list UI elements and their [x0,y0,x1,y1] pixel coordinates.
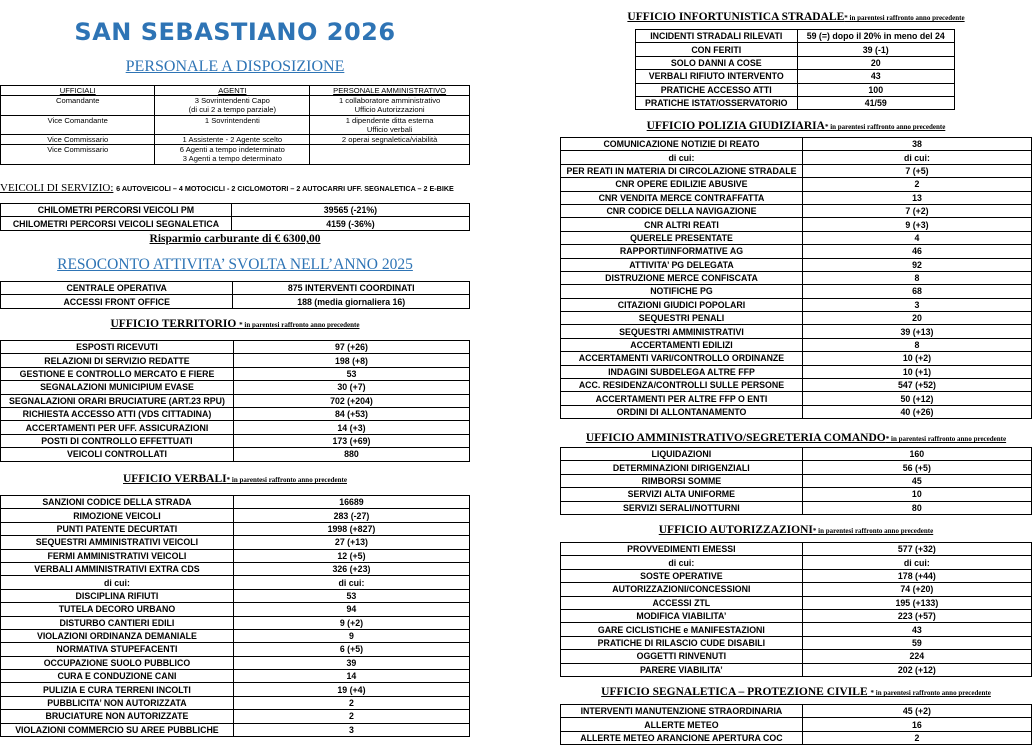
table-row [561,556,1032,569]
personnel-cell [1,154,155,164]
row-label: RELAZIONI DI SERVIZIO REDATTE [1,354,234,367]
row-value: 880 [233,448,469,461]
personnel-cell [310,154,470,164]
row-label: INDAGINI SUBDELEGA ALTRE FFP [561,365,803,378]
page-title: SAN SEBASTIANO 2026 [74,18,396,46]
row-label: RIMBORSI SOMME [561,474,803,487]
verbali-table [0,495,470,737]
personnel-cell: Ufficio verbali [310,125,470,135]
row-value: 97 (+26) [233,341,469,354]
table-row [1,367,470,380]
table-row [561,448,1032,461]
row-value: 59 [802,636,1031,649]
table-row [1,683,470,696]
row-value: 13 [802,191,1031,204]
personnel-row [1,86,470,96]
row-value: 43 [797,70,955,83]
table-row [1,549,470,562]
table-row [1,656,470,669]
table-row [561,583,1032,596]
row-value: 12 (+5) [233,549,469,562]
row-label: di cui: [561,556,803,569]
table-row [561,569,1032,582]
operations-table [0,281,470,309]
infortunistica-table [635,29,955,110]
row-label: ACCERTAMENTI EDILIZI [561,338,803,351]
row-label: SEQUESTRI AMMINISTRATIVI VEICOLI [1,536,234,549]
personnel-cell: 6 Agenti a tempo indeterminato [155,145,310,155]
table-row [1,723,470,736]
table-row [1,217,470,230]
row-label: SEGNALAZIONI ORARI BRUCIATURE (ART.23 RPU) [1,394,234,407]
table-row [1,576,470,589]
row-label: SERVIZI SERALI/NOTTURNI [561,501,803,514]
personnel-cell: PERSONALE AMMINISTRATIVO [310,86,470,96]
table-row [561,705,1032,718]
row-label: PRATICHE ACCESSO ATTI [636,83,798,96]
personnel-subtitle: PERSONALE A DISPOSIZIONE [125,58,345,75]
table-row [561,379,1032,392]
row-label: CNR OPERE EDILIZIE ABUSIVE [561,178,803,191]
table-row [561,663,1032,676]
row-label: SANZIONI CODICE DELLA STRADA [1,496,234,509]
row-label: GARE CICLISTICHE e MANIFESTAZIONI [561,623,803,636]
table-row [1,603,470,616]
row-value: 9 (+3) [802,218,1031,231]
segnaletica-table [560,704,1032,745]
row-value: 178 (+44) [802,569,1031,582]
amministrativo-table [560,447,1032,515]
row-label: di cui: [561,151,803,164]
row-label: PROVVEDIMENTI EMESSI [561,543,803,556]
row-value: 2 [802,178,1031,191]
table-row [1,589,470,602]
personnel-row [1,105,470,115]
row-value: 30 (+7) [233,381,469,394]
table-row [561,312,1032,325]
table-row [561,178,1032,191]
row-label: SERVIZI ALTA UNIFORME [561,488,803,501]
row-value: 577 (+32) [802,543,1031,556]
row-value: 1998 (+827) [233,522,469,535]
row-label: SOLO DANNI A COSE [636,56,798,69]
row-label: PULIZIA E CURA TERRENI INCOLTI [1,683,234,696]
table-row [561,138,1032,151]
personnel-cell: 1 dipendente ditta esterna [310,115,470,125]
row-label: SEQUESTRI AMMINISTRATIVI [561,325,803,338]
amministrativo-title: UFFICIO AMMINISTRATIVO/SEGRETERIA COMANDO* in parentesi raffronto anno precedente [585,432,1007,444]
row-value: 39565 (-21%) [231,204,469,217]
row-value: 94 [233,603,469,616]
row-value: 202 (+12) [802,663,1031,676]
row-value: 702 (+204) [233,394,469,407]
personnel-cell: 3 Sovrintendenti Capo [155,96,310,106]
fuel-saving: Risparmio carburante di € 6300,00 [149,233,321,245]
row-value: 195 (+133) [802,596,1031,609]
row-label: CENTRALE OPERATIVA [1,282,233,295]
table-row [561,392,1032,405]
row-label: INTERVENTI MANUTENZIONE STRAORDINARIA [561,705,803,718]
row-value: 100 [797,83,955,96]
table-row [1,295,470,308]
row-value: 41/59 [797,96,955,109]
table-row [1,341,470,354]
table-row [561,231,1032,244]
table-row [1,710,470,723]
row-label: CHILOMETRI PERCORSI VEICOLI PM [1,204,232,217]
row-label: COMUNICAZIONE NOTIZIE DI REATO [561,138,803,151]
row-label: POSTI DI CONTROLLO EFFETTUATI [1,434,234,447]
row-label: DISCIPLINA RIFIUTI [1,589,234,602]
row-value: 68 [802,285,1031,298]
table-row [561,543,1032,556]
row-value: 326 (+23) [233,562,469,575]
row-label: OCCUPAZIONE SUOLO PUBBLICO [1,656,234,669]
table-row [1,496,470,509]
row-value: 50 (+12) [802,392,1031,405]
row-value: 7 (+2) [802,204,1031,217]
row-label: FERMI AMMINISTRATIVI VEICOLI [1,549,234,562]
personnel-cell [1,125,155,135]
personnel-cell: 2 operai segnaletica/viabilità [310,135,470,145]
territorio-table [0,340,470,462]
row-value: 7 (+5) [802,164,1031,177]
row-label: PER REATI IN MATERIA DI CIRCOLAZIONE STRADALE [561,164,803,177]
row-value: di cui: [233,576,469,589]
personnel-cell: Ufficio Autorizzazioni [310,105,470,115]
row-value: 2 [802,731,1031,744]
table-row [1,448,470,461]
row-value: 9 (+2) [233,616,469,629]
table-row [636,83,955,96]
row-label: ACCERTAMENTI PER ALTRE FFP O ENTI [561,392,803,405]
table-row [561,298,1032,311]
row-label: ALLERTE METEO ARANCIONE APERTURA COC [561,731,803,744]
row-label: DETERMINAZIONI DIRIGENZIALI [561,461,803,474]
personnel-cell: 3 Agenti a tempo determinato [155,154,310,164]
row-value: 20 [797,56,955,69]
table-row [1,509,470,522]
row-label: CNR VENDITA MERCE CONTRAFFATTA [561,191,803,204]
table-row [561,488,1032,501]
row-value: 10 [802,488,1031,501]
row-label: CURA E CONDUZIONE CANI [1,670,234,683]
row-value: 9 [233,629,469,642]
row-label: SEGNALAZIONI MUNICIPIUM EVASE [1,381,234,394]
pg-title: UFFICIO POLIZIA GIUDIZIARIA* in parentesi raffronto anno precedente [646,120,946,132]
table-row [1,407,470,420]
personnel-row [1,145,470,155]
row-label: DISTURBO CANTIERI EDILI [1,616,234,629]
table-row [636,43,955,56]
table-row [561,365,1032,378]
row-value: 2 [233,710,469,723]
table-row [1,434,470,447]
row-value: 3 [233,723,469,736]
personnel-cell: Vice Comandante [1,115,155,125]
row-label: ACC. RESIDENZA/CONTROLLI SULLE PERSONE [561,379,803,392]
personnel-row [1,135,470,145]
vehicles-list: 6 AUTOVEICOLI – 4 MOTOCICLI - 2 CICLOMOTORI – 2 AUTOCARRI UFF. SEGNALETICA – 2 E-BIKE [116,184,454,193]
personnel-table [0,85,470,165]
table-row [636,30,955,43]
row-value: 39 [233,656,469,669]
table-row [561,151,1032,164]
table-row [1,643,470,656]
row-label: NOTIFICHE PG [561,285,803,298]
row-label: MODIFICA VIABILITA’ [561,609,803,622]
pg-table [560,137,1032,419]
row-value: 45 [802,474,1031,487]
row-value: di cui: [802,556,1031,569]
row-value: 224 [802,650,1031,663]
row-value: 38 [802,138,1031,151]
row-value: 46 [802,245,1031,258]
row-value: 8 [802,338,1031,351]
row-label: TUTELA DECORO URBANO [1,603,234,616]
personnel-cell: Vice Commissario [1,135,155,145]
table-row [1,616,470,629]
row-value: 39 (-1) [797,43,955,56]
row-value: 188 (media giornaliera 16) [233,295,470,308]
personnel-row [1,115,470,125]
table-row [1,562,470,575]
report-title: RESOCONTO ATTIVITA’ SVOLTA NELL’ANNO 2025 [57,256,413,273]
row-value: 2 [233,696,469,709]
table-row [561,338,1032,351]
autorizzazioni-title: UFFICIO AUTORIZZAZIONI* in parentesi raffronto anno precedente [658,524,934,536]
table-row [1,204,470,217]
row-label: BRUCIATURE NON AUTORIZZATE [1,710,234,723]
table-row [1,421,470,434]
row-label: CON FERITI [636,43,798,56]
table-row [1,282,470,295]
row-value: 84 (+53) [233,407,469,420]
table-row [1,536,470,549]
row-label: PARERE VIABILITA’ [561,663,803,676]
row-value: 223 (+57) [802,609,1031,622]
row-value: 19 (+4) [233,683,469,696]
row-value: 80 [802,501,1031,514]
row-label: SOSTE OPERATIVE [561,569,803,582]
table-row [1,670,470,683]
row-label: RAPPORTI/INFORMATIVE AG [561,245,803,258]
table-row [1,394,470,407]
personnel-cell: UFFICIALI [1,86,155,96]
row-value: 43 [802,623,1031,636]
row-value: 39 (+13) [802,325,1031,338]
row-label: LIQUIDAZIONI [561,448,803,461]
row-label: ESPOSTI RICEVUTI [1,341,234,354]
row-value: 40 (+26) [802,405,1031,418]
table-row [1,381,470,394]
row-label: RICHIESTA ACCESSO ATTI (VDS CITTADINA) [1,407,234,420]
vehicles-line [0,182,454,194]
row-label: VIOLAZIONI ORDINANZA DEMANIALE [1,629,234,642]
row-value: 198 (+8) [233,354,469,367]
personnel-cell: 1 Sovrintendenti [155,115,310,125]
table-row [561,731,1032,744]
row-value: 53 [233,367,469,380]
row-value: 3 [802,298,1031,311]
table-row [561,285,1032,298]
infortunistica-title: UFFICIO INFORTUNISTICA STRADALE* in parentesi raffronto anno precedente [627,11,965,23]
table-row [561,474,1032,487]
row-value: 547 (+52) [802,379,1031,392]
row-label: ACCESSI FRONT OFFICE [1,295,233,308]
table-row [561,461,1032,474]
personnel-cell: (di cui 2 a tempo parziale) [155,105,310,115]
table-row [1,354,470,367]
row-label: INCIDENTI STRADALI RILEVATI [636,30,798,43]
row-label: ALLERTE METEO [561,718,803,731]
row-value: 4159 (-36%) [231,217,469,230]
personnel-row [1,96,470,106]
autorizzazioni-table [560,542,1032,677]
row-label: PRATICHE DI RILASCIO CUDE DISABILI [561,636,803,649]
row-label: ACCERTAMENTI VARI/CONTROLLO ORDINANZE [561,352,803,365]
row-value: 14 (+3) [233,421,469,434]
row-value: 56 (+5) [802,461,1031,474]
table-row [1,696,470,709]
row-value: 92 [802,258,1031,271]
row-label: DISTRUZIONE MERCE CONFISCATA [561,271,803,284]
table-row [561,164,1032,177]
table-row [561,718,1032,731]
table-row [561,405,1032,418]
table-row [561,245,1032,258]
row-label: di cui: [1,576,234,589]
table-row [1,522,470,535]
personnel-cell: Comandante [1,96,155,106]
row-value: 10 (+2) [802,352,1031,365]
table-row [561,271,1032,284]
personnel-cell [1,105,155,115]
table-row [561,352,1032,365]
row-label: RIMOZIONE VEICOLI [1,509,234,522]
row-value: 4 [802,231,1031,244]
row-label: PUNTI PATENTE DECURTATI [1,522,234,535]
row-value: 20 [802,312,1031,325]
personnel-cell: 1 collaboratore amministrativo [310,96,470,106]
row-label: ACCESSI ZTL [561,596,803,609]
row-label: VEICOLI CONTROLLATI [1,448,234,461]
personnel-cell: Vice Commissario [1,145,155,155]
row-value: 16 [802,718,1031,731]
row-value: 10 (+1) [802,365,1031,378]
row-value: 875 INTERVENTI COORDINATI [233,282,470,295]
table-row [636,70,955,83]
row-value: 45 (+2) [802,705,1031,718]
row-label: VIOLAZIONI COMMERCIO SU AREE PUBBLICHE [1,723,234,736]
table-row [636,56,955,69]
table-row [1,629,470,642]
table-row [561,325,1032,338]
table-row [561,623,1032,636]
row-value: 59 (=) dopo il 20% in meno del 24 [797,30,955,43]
row-value: 160 [802,448,1031,461]
row-value: 14 [233,670,469,683]
territorio-title: UFFICIO TERRITORIO * in parentesi raffronto anno precedente [110,318,360,330]
table-row [561,218,1032,231]
personnel-row [1,125,470,135]
row-label: CHILOMETRI PERCORSI VEICOLI SEGNALETICA [1,217,232,230]
row-value: 6 (+5) [233,643,469,656]
row-label: CNR ALTRI REATI [561,218,803,231]
row-label: ATTIVITA’ PG DELEGATA [561,258,803,271]
row-value: 74 (+20) [802,583,1031,596]
row-value: 173 (+69) [233,434,469,447]
row-value: 27 (+13) [233,536,469,549]
table-row [561,596,1032,609]
verbali-title: UFFICIO VERBALI* in parentesi raffronto anno precedente [123,473,347,485]
row-label: ORDINI DI ALLONTANAMENTO [561,405,803,418]
row-label: OGGETTI RINVENUTI [561,650,803,663]
table-row [561,501,1032,514]
row-label: NORMATIVA STUPEFACENTI [1,643,234,656]
row-label: ACCERTAMENTI PER UFF. ASSICURAZIONI [1,421,234,434]
row-label: PUBBLICITA’ NON AUTORIZZATA [1,696,234,709]
row-value: 283 (-27) [233,509,469,522]
row-label: VERBALI RIFIUTO INTERVENTO [636,70,798,83]
personnel-cell [310,145,470,155]
row-value: 16689 [233,496,469,509]
segnaletica-title: UFFICIO SEGNALETICA – PROTEZIONE CIVILE * in parentesi raffronto anno precedente [601,686,991,698]
table-row [561,258,1032,271]
vehicles-label: VEICOLI DI SERVIZIO: [0,182,114,194]
personnel-cell: 1 Assistente - 2 Agente scelto [155,135,310,145]
table-row [636,96,955,109]
row-label: QUERELE PRESENTATE [561,231,803,244]
row-label: VERBALI AMMINISTRATIVI EXTRA CDS [1,562,234,575]
row-label: GESTIONE E CONTROLLO MERCATO E FIERE [1,367,234,380]
km-table [0,203,470,231]
table-row [561,191,1032,204]
table-row [561,204,1032,217]
table-row [561,636,1032,649]
row-value: di cui: [802,151,1031,164]
personnel-cell [155,125,310,135]
table-row [561,609,1032,622]
row-value: 8 [802,271,1031,284]
row-value: 53 [233,589,469,602]
row-label: PRATICHE ISTAT/OSSERVATORIO [636,96,798,109]
table-row [561,650,1032,663]
row-label: CNR CODICE DELLA NAVIGAZIONE [561,204,803,217]
personnel-row [1,154,470,164]
row-label: CITAZIONI GIUDICI POPOLARI [561,298,803,311]
row-label: AUTORIZZAZIONI/CONCESSIONI [561,583,803,596]
personnel-cell: AGENTI [155,86,310,96]
row-label: SEQUESTRI PENALI [561,312,803,325]
